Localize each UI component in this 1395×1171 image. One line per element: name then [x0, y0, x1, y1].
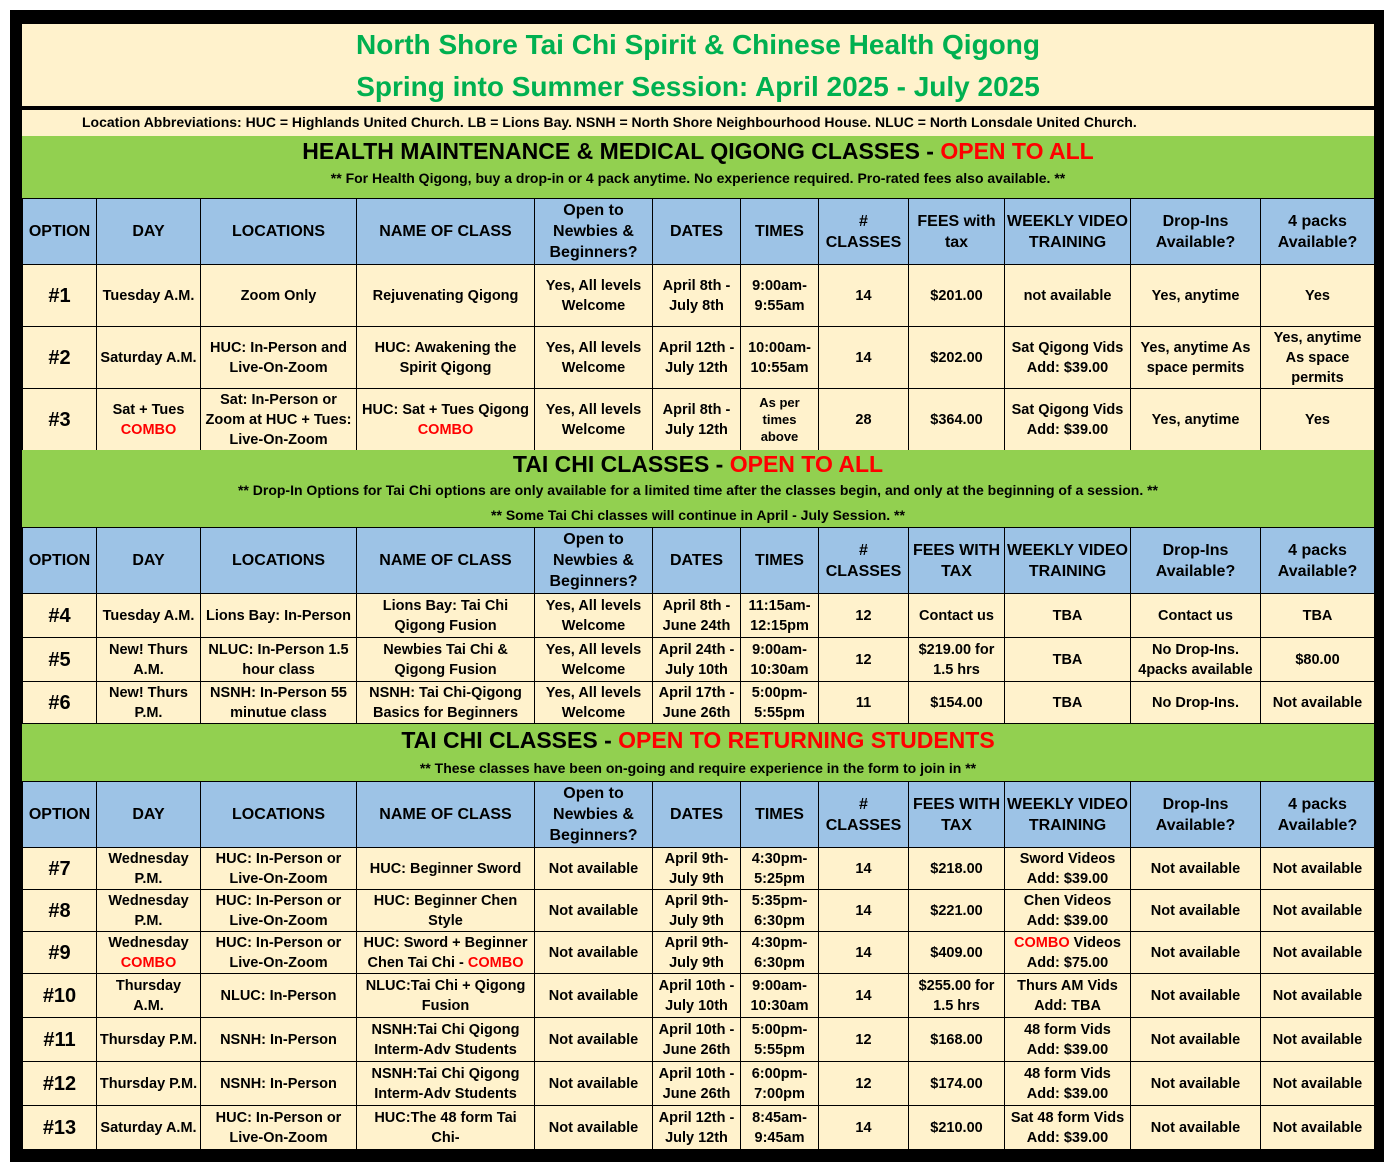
section-title-text: HEALTH MAINTENANCE & MEDICAL QIGONG CLASSES - — [302, 138, 941, 164]
table-row — [23, 890, 1375, 932]
cell-option: #3 — [23, 389, 97, 451]
cell-fees: $202.00 — [909, 327, 1005, 389]
cell-fees: $154.00 — [909, 682, 1005, 724]
cell-beginners: Yes, All levels Welcome — [535, 682, 653, 724]
cell-classes-count: 28 — [819, 389, 909, 451]
cell-video-training: Thurs AM Vids Add: TBA — [1005, 974, 1131, 1018]
cell-location: HUC: In-Person or Live-On-Zoom — [201, 890, 357, 932]
cell-option: #5 — [23, 638, 97, 682]
cell-location: NSNH: In-Person — [201, 1018, 357, 1062]
cell-dates: April 24th - July 10th — [653, 638, 741, 682]
cell-fees: $255.00 for 1.5 hrs — [909, 974, 1005, 1018]
cell-option: #10 — [23, 974, 97, 1018]
column-header-option: OPTION — [23, 528, 97, 594]
cell-drop-ins: Contact us — [1131, 594, 1261, 638]
cell-classes-count: 12 — [819, 1018, 909, 1062]
cell-video-training: 48 form Vids Add: $39.00 — [1005, 1018, 1131, 1062]
cell-times: 9:00am-10:30am — [741, 638, 819, 682]
cell-classes-count: 12 — [819, 1062, 909, 1106]
cell-beginners: Not available — [535, 1062, 653, 1106]
cell-class-name: HUC: Beginner Sword — [357, 848, 535, 890]
section-note: ** These classes have been on-going and require experience in the form to join in ** — [419, 760, 977, 776]
cell-class-name: Lions Bay: Tai Chi Qigong Fusion — [357, 594, 535, 638]
cell-day: Saturday A.M. — [97, 1106, 201, 1150]
title-banner — [22, 24, 1374, 108]
cell-day — [97, 932, 201, 974]
cell-class-name: HUC: Beginner Chen Style — [357, 890, 535, 932]
column-header-fees: FEES with tax — [909, 199, 1005, 265]
table-row — [23, 389, 1375, 451]
cell-fees: $168.00 — [909, 1018, 1005, 1062]
cell-class-name: HUC: Awakening the Spirit Qigong — [357, 327, 535, 389]
section-header-health-qigong — [22, 136, 1374, 198]
column-header-times: TIMES — [741, 782, 819, 848]
cell-classes-count: 12 — [819, 638, 909, 682]
cell-four-packs: Not available — [1261, 682, 1375, 724]
cell-dates: April 9th- July 9th — [653, 932, 741, 974]
column-header-video-training: WEEKLY VIDEO TRAINING — [1005, 782, 1131, 848]
cell-fees: $174.00 — [909, 1062, 1005, 1106]
section-header-tai-chi-open — [22, 450, 1374, 527]
section-title-text: TAI CHI CLASSES - — [512, 451, 730, 477]
cell-four-packs: Yes, anytime As space permits — [1261, 327, 1375, 389]
cell-times: 4:30pm-6:30pm — [741, 932, 819, 974]
cell-location: HUC: In-Person and Live-On-Zoom — [201, 327, 357, 389]
table-header-row — [23, 528, 1375, 594]
section-title-red: OPEN TO ALL — [729, 451, 884, 477]
cell-times: 6:00pm-7:00pm — [741, 1062, 819, 1106]
location-abbreviations: Location Abbreviations: HUC = Highlands United Church. LB = Lions Bay. NSNH = North Shore Neighbourhood House. NLUC = North Lonsdale United Church. — [22, 110, 1374, 136]
cell-times: 9:00am-10:30am — [741, 974, 819, 1018]
cell-option: #6 — [23, 682, 97, 724]
cell-dates: April 8th - July 12th — [653, 389, 741, 451]
cell-class-name: Newbies Tai Chi & Qigong Fusion — [357, 638, 535, 682]
cell-location: NSNH: In-Person 55 minutue class — [201, 682, 357, 724]
cell-video-training: Chen Videos Add: $39.00 — [1005, 890, 1131, 932]
health-qigong-table — [22, 198, 1375, 451]
cell-video-training: Sat 48 form Vids Add: $39.00 — [1005, 1106, 1131, 1150]
column-header-fees: FEES WITH TAX — [909, 782, 1005, 848]
column-header-four-packs: 4 packs Available? — [1261, 782, 1375, 848]
column-header-drop-ins: Drop-Ins Available? — [1131, 199, 1261, 265]
cell-drop-ins: Not available — [1131, 1018, 1261, 1062]
cell-text: Sat + Tues — [112, 401, 185, 418]
cell-day: Tuesday A.M. — [97, 594, 201, 638]
table-row — [23, 638, 1375, 682]
cell-class-name: NSNH:Tai Chi Qigong Interm-Adv Students — [357, 1062, 535, 1106]
cell-day: Saturday A.M. — [97, 327, 201, 389]
tai-chi-open-table — [22, 527, 1375, 724]
cell-times: 8:45am-9:45am — [741, 1106, 819, 1150]
section-header-tai-chi-returning — [22, 724, 1374, 781]
cell-video-training: Sat Qigong Vids Add: $39.00 — [1005, 389, 1131, 451]
cell-text: HUC: Sword + Beginner Chen Tai Chi - — [363, 934, 528, 971]
combo-highlight: COMBO — [417, 421, 474, 438]
cell-times: 5:00pm-5:55pm — [741, 682, 819, 724]
cell-drop-ins: Yes, anytime — [1131, 389, 1261, 451]
cell-option: #2 — [23, 327, 97, 389]
table-row — [23, 594, 1375, 638]
cell-beginners: Yes, All levels Welcome — [535, 638, 653, 682]
cell-location: HUC: In-Person or Live-On-Zoom — [201, 848, 357, 890]
cell-class-name: NSNH:Tai Chi Qigong Interm-Adv Students — [357, 1018, 535, 1062]
cell-times: 10:00am-10:55am — [741, 327, 819, 389]
cell-fees: $218.00 — [909, 848, 1005, 890]
cell-fees: $201.00 — [909, 265, 1005, 327]
cell-four-packs: Yes — [1261, 389, 1375, 451]
column-header-video-training: WEEKLY VIDEO TRAINING — [1005, 528, 1131, 594]
cell-location: NLUC: In-Person — [201, 974, 357, 1018]
cell-classes-count: 14 — [819, 1106, 909, 1150]
cell-dates: April 10th - July 10th — [653, 974, 741, 1018]
cell-classes-count: 14 — [819, 890, 909, 932]
column-header-fees: FEES WITH TAX — [909, 528, 1005, 594]
table-row — [23, 974, 1375, 1018]
column-header-class-name: NAME OF CLASS — [357, 782, 535, 848]
cell-four-packs: Yes — [1261, 265, 1375, 327]
cell-four-packs: Not available — [1261, 932, 1375, 974]
cell-class-name: NLUC:Tai Chi + Qigong Fusion — [357, 974, 535, 1018]
cell-text: HUC: Sat + Tues Qigong — [362, 401, 529, 418]
cell-drop-ins: Not available — [1131, 932, 1261, 974]
cell-location: Sat: In-Person or Zoom at HUC + Tues: Live-On-Zoom — [201, 389, 357, 451]
cell-video-training: Sat Qigong Vids Add: $39.00 — [1005, 327, 1131, 389]
cell-four-packs: Not available — [1261, 1106, 1375, 1150]
column-header-times: TIMES — [741, 199, 819, 265]
title-line-2: Spring into Summer Session: April 2025 - July 2025 — [356, 71, 1040, 102]
cell-option: #11 — [23, 1018, 97, 1062]
cell-times: 5:00pm-5:55pm — [741, 1018, 819, 1062]
cell-dates: April 12th - July 12th — [653, 1106, 741, 1150]
column-header-classes-count: # CLASSES — [819, 782, 909, 848]
column-header-classes-count: # CLASSES — [819, 199, 909, 265]
cell-classes-count: 11 — [819, 682, 909, 724]
section-title — [22, 136, 1374, 166]
column-header-class-name: NAME OF CLASS — [357, 199, 535, 265]
column-header-location: LOCATIONS — [201, 528, 357, 594]
column-header-times: TIMES — [741, 528, 819, 594]
cell-dates: April 10th - June 26th — [653, 1018, 741, 1062]
cell-four-packs: Not available — [1261, 890, 1375, 932]
section-title-text: TAI CHI CLASSES - — [401, 727, 619, 753]
section-title-red: OPEN TO ALL — [940, 138, 1094, 164]
cell-times: 11:15am-12:15pm — [741, 594, 819, 638]
column-header-drop-ins: Drop-Ins Available? — [1131, 782, 1261, 848]
cell-beginners: Yes, All levels Welcome — [535, 389, 653, 451]
table-row — [23, 1106, 1375, 1150]
cell-option: #13 — [23, 1106, 97, 1150]
cell-four-packs: TBA — [1261, 594, 1375, 638]
column-header-video-training: WEEKLY VIDEO TRAINING — [1005, 199, 1131, 265]
section-note: ** Drop-In Options for Tai Chi options are only available for a limited time after the classes begin, and only at the beginning of a session. ** — [237, 482, 1158, 498]
cell-video-training: TBA — [1005, 682, 1131, 724]
column-header-day: DAY — [97, 199, 201, 265]
cell-drop-ins: Yes, anytime — [1131, 265, 1261, 327]
cell-drop-ins: No Drop-Ins. — [1131, 682, 1261, 724]
section-title — [22, 450, 1374, 478]
cell-dates: April 9th- July 9th — [653, 848, 741, 890]
column-header-beginners: Open to Newbies & Beginners? — [535, 782, 653, 848]
cell-classes-count: 14 — [819, 974, 909, 1018]
cell-day: Thursday A.M. — [97, 974, 201, 1018]
cell-class-name — [357, 389, 535, 451]
cell-beginners: Not available — [535, 974, 653, 1018]
column-header-drop-ins: Drop-Ins Available? — [1131, 528, 1261, 594]
cell-text: Wednesday — [108, 934, 189, 951]
cell-four-packs: Not available — [1261, 848, 1375, 890]
column-header-dates: DATES — [653, 199, 741, 265]
cell-location: NLUC: In-Person 1.5 hour class — [201, 638, 357, 682]
cell-video-training: TBA — [1005, 594, 1131, 638]
section-title-red: OPEN TO RETURNING STUDENTS — [618, 727, 995, 753]
cell-four-packs: $80.00 — [1261, 638, 1375, 682]
title-line-1: North Shore Tai Chi Spirit & Chinese Health Qigong — [356, 29, 1040, 60]
cell-class-name: NSNH: Tai Chi-Qigong Basics for Beginners — [357, 682, 535, 724]
cell-location: HUC: In-Person or Live-On-Zoom — [201, 1106, 357, 1150]
section-note: ** For Health Qigong, buy a drop-in or 4 pack anytime. No experience required. Pro-rated fees also available. ** — [330, 170, 1066, 186]
cell-four-packs: Not available — [1261, 1062, 1375, 1106]
cell-day: Wednesday P.M. — [97, 890, 201, 932]
cell-video-training: TBA — [1005, 638, 1131, 682]
column-header-dates: DATES — [653, 528, 741, 594]
table-row — [23, 327, 1375, 389]
cell-location: NSNH: In-Person — [201, 1062, 357, 1106]
cell-beginners: Yes, All levels Welcome — [535, 327, 653, 389]
cell-day: Thursday P.M. — [97, 1062, 201, 1106]
table-header-row — [23, 199, 1375, 265]
cell-beginners: Not available — [535, 1106, 653, 1150]
cell-fees: $364.00 — [909, 389, 1005, 451]
cell-drop-ins: Yes, anytime As space permits — [1131, 327, 1261, 389]
cell-four-packs: Not available — [1261, 974, 1375, 1018]
cell-fees: $210.00 — [909, 1106, 1005, 1150]
cell-option: #8 — [23, 890, 97, 932]
column-header-location: LOCATIONS — [201, 199, 357, 265]
table-row — [23, 932, 1375, 974]
table-header-row — [23, 782, 1375, 848]
cell-times: 9:00am-9:55am — [741, 265, 819, 327]
table-row — [23, 1062, 1375, 1106]
cell-option: #4 — [23, 594, 97, 638]
cell-beginners: Not available — [535, 1018, 653, 1062]
cell-day: Thursday P.M. — [97, 1018, 201, 1062]
cell-option: #1 — [23, 265, 97, 327]
table-row — [23, 265, 1375, 327]
cell-day: Wednesday P.M. — [97, 848, 201, 890]
combo-highlight: COMBO — [120, 954, 177, 971]
cell-dates: April 9th- July 9th — [653, 890, 741, 932]
column-header-option: OPTION — [23, 782, 97, 848]
combo-highlight: COMBO — [1014, 934, 1070, 951]
cell-fees: $221.00 — [909, 890, 1005, 932]
cell-dates: April 8th - June 24th — [653, 594, 741, 638]
cell-location: Zoom Only — [201, 265, 357, 327]
cell-beginners: Yes, All levels Welcome — [535, 265, 653, 327]
cell-drop-ins: Not available — [1131, 974, 1261, 1018]
cell-drop-ins: Not available — [1131, 848, 1261, 890]
cell-classes-count: 12 — [819, 594, 909, 638]
cell-classes-count: 14 — [819, 848, 909, 890]
cell-four-packs: Not available — [1261, 1018, 1375, 1062]
table-row — [23, 682, 1375, 724]
column-header-class-name: NAME OF CLASS — [357, 528, 535, 594]
cell-classes-count: 14 — [819, 932, 909, 974]
cell-beginners: Not available — [535, 848, 653, 890]
cell-day: Tuesday A.M. — [97, 265, 201, 327]
cell-beginners: Not available — [535, 890, 653, 932]
cell-drop-ins: Not available — [1131, 890, 1261, 932]
cell-video-training: 48 form Vids Add: $39.00 — [1005, 1062, 1131, 1106]
column-header-day: DAY — [97, 528, 201, 594]
cell-location: Lions Bay: In-Person — [201, 594, 357, 638]
column-header-dates: DATES — [653, 782, 741, 848]
column-header-four-packs: 4 packs Available? — [1261, 528, 1375, 594]
cell-times: As per times above — [741, 389, 819, 451]
cell-classes-count: 14 — [819, 265, 909, 327]
cell-dates: April 17th - June 26th — [653, 682, 741, 724]
table-row — [23, 1018, 1375, 1062]
column-header-day: DAY — [97, 782, 201, 848]
cell-beginners: Not available — [535, 932, 653, 974]
cell-day — [97, 389, 201, 451]
cell-option: #7 — [23, 848, 97, 890]
cell-fees: $219.00 for 1.5 hrs — [909, 638, 1005, 682]
tai-chi-returning-table — [22, 781, 1375, 1150]
cell-dates: April 12th - July 12th — [653, 327, 741, 389]
cell-location: HUC: In-Person or Live-On-Zoom — [201, 932, 357, 974]
cell-drop-ins: No Drop-Ins. 4packs available — [1131, 638, 1261, 682]
combo-highlight: COMBO — [467, 954, 524, 971]
cell-fees: $409.00 — [909, 932, 1005, 974]
cell-dates: April 8th - July 8th — [653, 265, 741, 327]
cell-drop-ins: Not available — [1131, 1106, 1261, 1150]
cell-text: Videos Add: $75.00 — [1026, 934, 1121, 971]
cell-video-training: Sword Videos Add: $39.00 — [1005, 848, 1131, 890]
cell-video-training: not available — [1005, 265, 1131, 327]
cell-dates: April 10th - June 26th — [653, 1062, 741, 1106]
cell-drop-ins: Not available — [1131, 1062, 1261, 1106]
cell-option: #9 — [23, 932, 97, 974]
table-row — [23, 848, 1375, 890]
cell-day: New! Thurs P.M. — [97, 682, 201, 724]
cell-video-training — [1005, 932, 1131, 974]
column-header-beginners: Open to Newbies & Beginners? — [535, 199, 653, 265]
cell-class-name: HUC:The 48 form Tai Chi- — [357, 1106, 535, 1150]
cell-class-name — [357, 932, 535, 974]
cell-option: #12 — [23, 1062, 97, 1106]
column-header-four-packs: 4 packs Available? — [1261, 199, 1375, 265]
column-header-classes-count: # CLASSES — [819, 528, 909, 594]
column-header-location: LOCATIONS — [201, 782, 357, 848]
cell-classes-count: 14 — [819, 327, 909, 389]
column-header-beginners: Open to Newbies & Beginners? — [535, 528, 653, 594]
cell-day: New! Thurs A.M. — [97, 638, 201, 682]
column-header-option: OPTION — [23, 199, 97, 265]
cell-fees: Contact us — [909, 594, 1005, 638]
cell-beginners: Yes, All levels Welcome — [535, 594, 653, 638]
combo-highlight: COMBO — [120, 421, 177, 438]
cell-times: 4:30pm-5:25pm — [741, 848, 819, 890]
cell-class-name: Rejuvenating Qigong — [357, 265, 535, 327]
section-title — [22, 724, 1374, 756]
cell-times: 5:35pm-6:30pm — [741, 890, 819, 932]
section-note: ** Some Tai Chi classes will continue in April - July Session. ** — [491, 507, 905, 523]
